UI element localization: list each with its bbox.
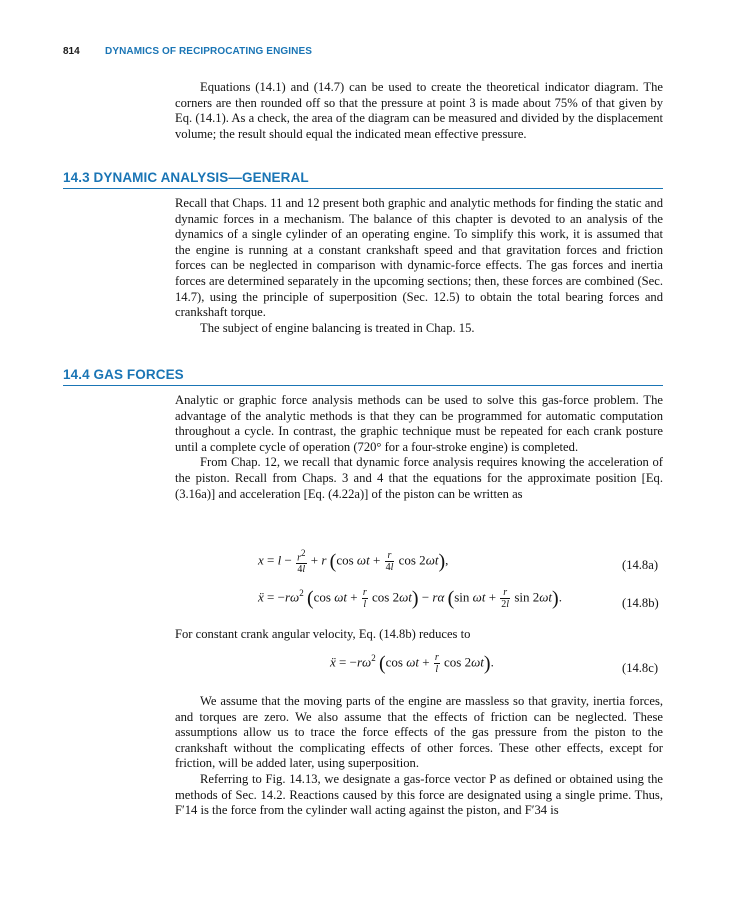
- section-14-4-paragraph-2: From Chap. 12, we recall that dynamic force analysis requires knowing the acceleration of the piston. Recall from Chaps. 3 and 4 that the equations for the approximate position [Eq. (3.16a)] and acceleration [Eq. (4.22a)] of the piston can be written as: [175, 455, 663, 501]
- equation-label-14-8a: (14.8a): [622, 558, 659, 572]
- section-14-4-paragraph-1: Analytic or graphic force analysis methods can be used to solve this gas-force problem. The advantage of the analytic methods is that they can be programmed for automatic computation throughout a cycle. In contrast, the graphic technique must be repeated for each crank posture until a complete cycle of operation (720° for a four-stroke engine) is completed.: [175, 393, 663, 454]
- section-14-3-paragraph-2: The subject of engine balancing is treated in Chap. 15.: [200, 320, 475, 335]
- intro-paragraph-block: [175, 80, 663, 142]
- section-14-4-paragraph-3: For constant crank angular velocity, Eq. (14.8b) reduces to: [175, 627, 471, 641]
- section-heading-14-3-text: 14.3 DYNAMIC ANALYSIS—GENERAL: [63, 170, 309, 185]
- section-heading-14-3: [63, 170, 663, 189]
- equation-label-14-8b: (14.8b): [622, 596, 659, 610]
- section-14-3-paragraph-1: Recall that Chaps. 11 and 12 present both graphic and analytic methods for finding the static and dynamic forces in a mechanism. The balance of this chapter is devoted to an analysis of the dynamics of a single cylinder of an operating engine. To simplify this work, it is assumed that the engine is running at a constant crankshaft speed and that gravitation forces and friction forces can be neglected in comparison with dynamic-force effects. The gas forces and inertia forces are determined separately in the upcoming sections; then, these forces are combined (Sec. 14.7), using the principle of superposition (Sec. 12.5) to obtain the total bearing forces and crankshaft torque.: [175, 196, 663, 320]
- page-number: 814: [63, 46, 80, 57]
- section-14-4-body-top: [175, 393, 663, 502]
- equation-label-14-8c: (14.8c): [622, 661, 659, 675]
- running-head: [63, 46, 663, 62]
- equation-14-8b: ẍ = $-r\omega^2$ (cos ωt + $\frac{r}{l}$ cos 2ωt) − rα (sin ωt + $\frac{r}{2l}$ sin 2ωt).: [258, 587, 562, 610]
- section-14-4-paragraph-5: Referring to Fig. 14.13, we designate a gas-force vector P as defined or obtained using the methods of Sec. 14.2. Reactions caused by this force are designated using a single prime. Thus, F′14 is the force from the cylinder wall acting against the piston, and F′34 is: [175, 771, 663, 818]
- intro-paragraph: Equations (14.1) and (14.7) can be used to create the theoretical indicator diagram. The corners are then rounded off so that the pressure at point 3 is made about 75% of that given by Eq. (14.1). As a check, the area of the diagram can be measured and divided by the displacement volume; the result should equal the indicated mean effective pressure.: [175, 80, 663, 141]
- section-14-3-body: [175, 196, 663, 336]
- chapter-title: DYNAMICS OF RECIPROCATING ENGINES: [105, 46, 313, 57]
- section-14-4-body-mid: [175, 627, 663, 643]
- section-heading-14-4-text: 14.4 GAS FORCES: [63, 367, 184, 382]
- equation-14-8c: ẍ = $-r\omega^2$ (cos ωt + $\frac{r}{l}$ cos 2ωt).: [330, 652, 494, 675]
- section-14-4-body-bottom: [175, 694, 663, 819]
- equation-14-8a: x = l − $\frac{r^2}{4l}$ + r (cos ωt + $\frac{r}{4l}$ cos 2ωt),: [258, 548, 449, 576]
- section-14-4-paragraph-4: We assume that the moving parts of the engine are massless so that gravity, inertia forces, and torques are zero. We also assume that the effects of friction can be neglected. These assumptions allow us to trace the force effects of the gas pressure from the piston to the crankshaft without the complicating effects of other forces. These other effects, except for friction, will be added later, using superposition.: [175, 694, 663, 771]
- section-heading-14-4: [63, 367, 663, 386]
